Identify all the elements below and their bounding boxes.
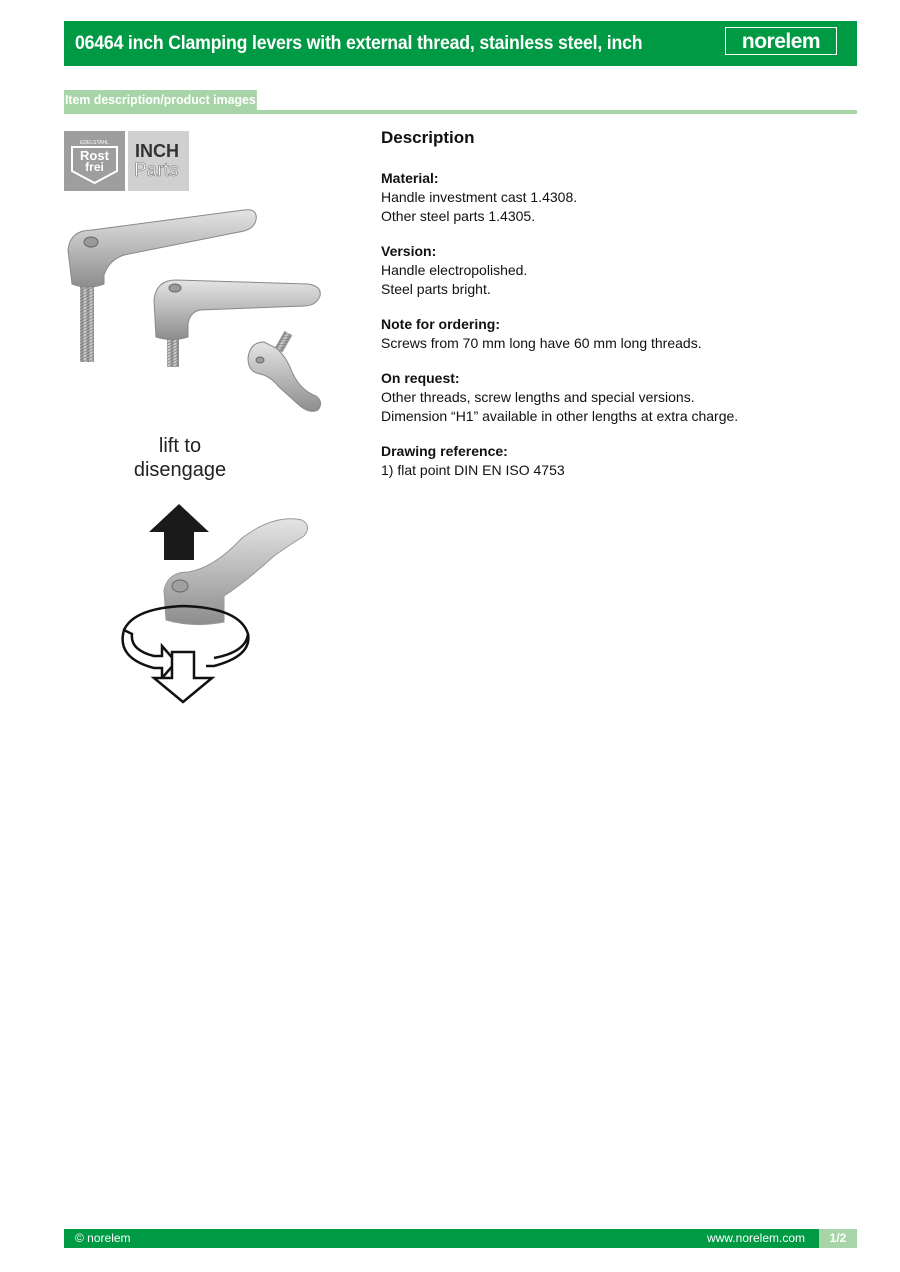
instruction-line1: lift to bbox=[158, 435, 202, 457]
block-title: Note for ordering: bbox=[381, 316, 500, 332]
on-request-block bbox=[381, 369, 851, 426]
block-line: Handle investment cast 1.4308. bbox=[381, 189, 578, 205]
page-header bbox=[64, 21, 857, 66]
page-number: 1/2 bbox=[819, 1229, 857, 1248]
block-line: Handle electropolished. bbox=[381, 262, 528, 278]
rost-badge-line2: frei bbox=[85, 160, 104, 174]
block-line: Dimension “H1” available in other lengths at extra charge. bbox=[381, 408, 739, 424]
section-bar bbox=[64, 90, 857, 114]
block-line: Steel parts bright. bbox=[381, 281, 491, 297]
page-footer bbox=[64, 1229, 857, 1248]
section-label: Item description/product images bbox=[64, 90, 257, 110]
inch-badge-line2: Parts bbox=[134, 160, 179, 181]
rost-badge-top-text: EDELSTAHL bbox=[80, 140, 109, 146]
norelem-logo bbox=[725, 27, 837, 55]
rotate-arrow-icon bbox=[123, 630, 176, 678]
instruction-line2: disengage bbox=[133, 459, 227, 481]
website-link[interactable]: www.norelem.com bbox=[706, 1231, 805, 1245]
badges bbox=[64, 131, 189, 191]
ordering-note-block bbox=[381, 315, 851, 353]
material-block bbox=[381, 169, 851, 226]
block-line: Screws from 70 mm long have 60 mm long threads. bbox=[381, 335, 702, 351]
logo-text: norelem bbox=[741, 29, 821, 53]
section-divider bbox=[64, 110, 857, 114]
block-title: On request: bbox=[381, 370, 460, 386]
instruction-illustration bbox=[64, 430, 324, 715]
rostfrei-badge-icon bbox=[64, 131, 125, 191]
description-panel bbox=[381, 128, 851, 496]
copyright-text: © norelem bbox=[75, 1231, 131, 1245]
block-line: Other threads, screw lengths and special versions. bbox=[381, 389, 695, 405]
lift-arrow-icon bbox=[149, 504, 209, 560]
block-title: Drawing reference: bbox=[381, 443, 508, 459]
page-title: 06464 inch Clamping levers with external thread, stainless steel, inch bbox=[75, 32, 643, 54]
block-title: Version: bbox=[381, 243, 437, 259]
block-line: 1) flat point DIN EN ISO 4753 bbox=[381, 462, 565, 478]
inch-parts-badge-icon bbox=[128, 131, 189, 191]
inch-badge-line1: INCH bbox=[135, 141, 179, 161]
version-block bbox=[381, 242, 851, 299]
drawing-reference-block bbox=[381, 442, 851, 480]
description-heading: Description bbox=[381, 128, 475, 147]
rost-badge-line1: Rost bbox=[80, 148, 109, 163]
product-image bbox=[64, 200, 324, 420]
block-title: Material: bbox=[381, 170, 439, 186]
block-line: Other steel parts 1.4305. bbox=[381, 208, 536, 224]
